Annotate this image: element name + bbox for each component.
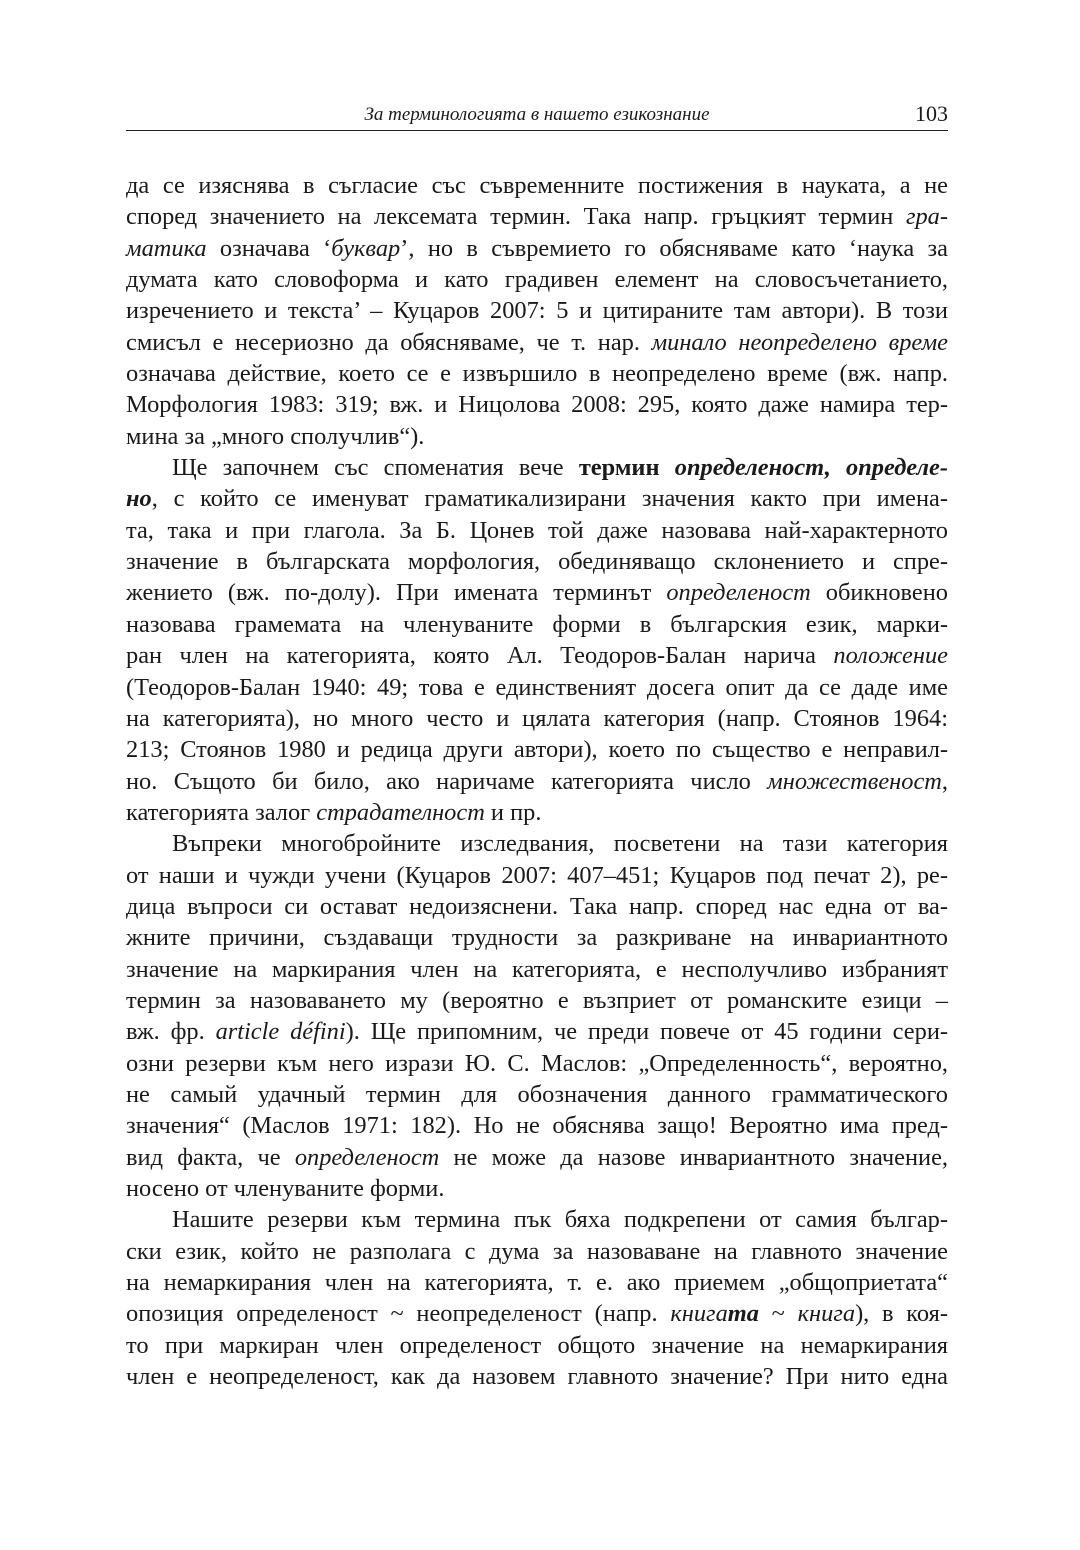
text-line: Въпреки многобройните изследвания, посветени на тази категория <box>172 830 948 858</box>
running-header <box>126 100 948 131</box>
text-line: но, с който се именуват граматикализирани значения както при имена- <box>126 485 948 513</box>
paragraph-4 <box>126 1204 948 1392</box>
text-line: значение в българската морфология, обединяващо склонението и спре- <box>126 548 948 576</box>
page-number: 103 <box>915 101 948 126</box>
paragraph-2 <box>126 452 948 828</box>
text-line: мина за „много сполучлив“). <box>126 422 425 450</box>
text-line: от наши и чужди учени (Куцаров 2007: 407–451; Куцаров под печат 2), ре- <box>126 861 948 889</box>
text-line: означава действие, което се е извършило в неопределено време (вж. напр. <box>126 360 948 388</box>
text-line: значения“ (Маслов 1971: 182). Но не обяснява защо! Вероятно има пред- <box>126 1112 948 1140</box>
text-line: (Теодоров-Балан 1940: 49; това е единственият досега опит да се даде име <box>126 673 948 701</box>
text-line: но. Същото би било, ако наричаме категорията число множественост, <box>126 767 948 795</box>
running-title: За терминологията в нашето езикознание <box>364 104 710 125</box>
text-line: ски език, който не разполага с дума за назоваване на главното значение <box>126 1237 948 1265</box>
text-line: матика означава ‘буквар’, но в съвремието го обясняваме като ‘наука за <box>126 234 948 262</box>
text-line: озни резерви към него изрази Ю. С. Маслов: „Определенность“, вероятно, <box>126 1049 948 1077</box>
text-line: значение на маркирания член на категорията, е несполучливо избраният <box>126 955 948 983</box>
body-text <box>126 170 948 1392</box>
text-line: ран член на категорията, която Ал. Теодоров-Балан нарича положение <box>126 642 948 670</box>
text-line: то при маркиран член определеност общото значение на немаркирания <box>126 1331 948 1359</box>
text-line: категорията залог страдателност и пр. <box>126 798 542 826</box>
text-line: жните причини, създаващи трудности за разкриване на инвариантното <box>126 924 948 952</box>
text-line: жението (вж. по-долу). При имената терминът определеност обикновено <box>126 579 948 607</box>
text-line: 213; Стоянов 1980 и редица други автори), което по същество е неправил- <box>126 736 948 764</box>
text-line: вж. фр. article défini). Ще припомним, че преди повече от 45 години сери- <box>126 1018 948 1046</box>
text-line: на немаркирания член на категорията, т. е. ако приемем „общоприетата“ <box>126 1269 948 1297</box>
paragraph-1 <box>126 170 948 452</box>
text-line: Морфология 1983: 319; вж. и Ницолова 2008: 295, която даже намира тер- <box>126 391 948 419</box>
text-line: термин за назоваването му (вероятно е възприет от романските езици – <box>126 986 948 1014</box>
text-line: дица въпроси си остават недоизяснени. Така напр. според нас една от ва- <box>126 892 948 920</box>
text-line: да се изяснява в съгласие със съвременните постижения в науката, а не <box>126 172 948 199</box>
text-line: смисъл е несериозно да обясняваме, че т. нар. минало неопределено време <box>126 328 948 356</box>
text-line: опозиция определеност ~ неопределеност (напр. книгата ~ книга), в коя- <box>126 1300 948 1328</box>
text-line: та, така и при глагола. За Б. Цонев той даже назовава най-характерното <box>126 516 948 544</box>
paragraph-3 <box>126 828 948 1204</box>
text-line: вид факта, че определеност не може да назове инвариантното значение, <box>126 1143 949 1171</box>
text-line: на категорията), но много често и цялата категория (напр. Стоянов 1964: <box>126 704 948 732</box>
text-line: член е неопределеност, как да назовем главното значение? При нито една <box>126 1363 948 1391</box>
text-line: думата като словоформа и като градивен елемент на словосъчетанието, <box>126 266 948 294</box>
text-line: назовава грамемата на членуваните форми в българския език, марки- <box>126 610 948 638</box>
text-line: Ще започнем със споменатия вече термин определеност, определе- <box>172 454 948 482</box>
text-line: според значението на лексемата термин. Така напр. гръцкият термин гра- <box>126 203 948 231</box>
text-line: Нашите резерви към термина пък бяха подкрепени от самия българ- <box>172 1206 948 1234</box>
text-line: носено от членуваните форми. <box>126 1175 445 1202</box>
text-line: не самый удачный термин для обозначения данного грамматического <box>126 1080 948 1108</box>
text-line: изречението и текста’ – Куцаров 2007: 5 и цитираните там автори). В този <box>126 297 948 325</box>
